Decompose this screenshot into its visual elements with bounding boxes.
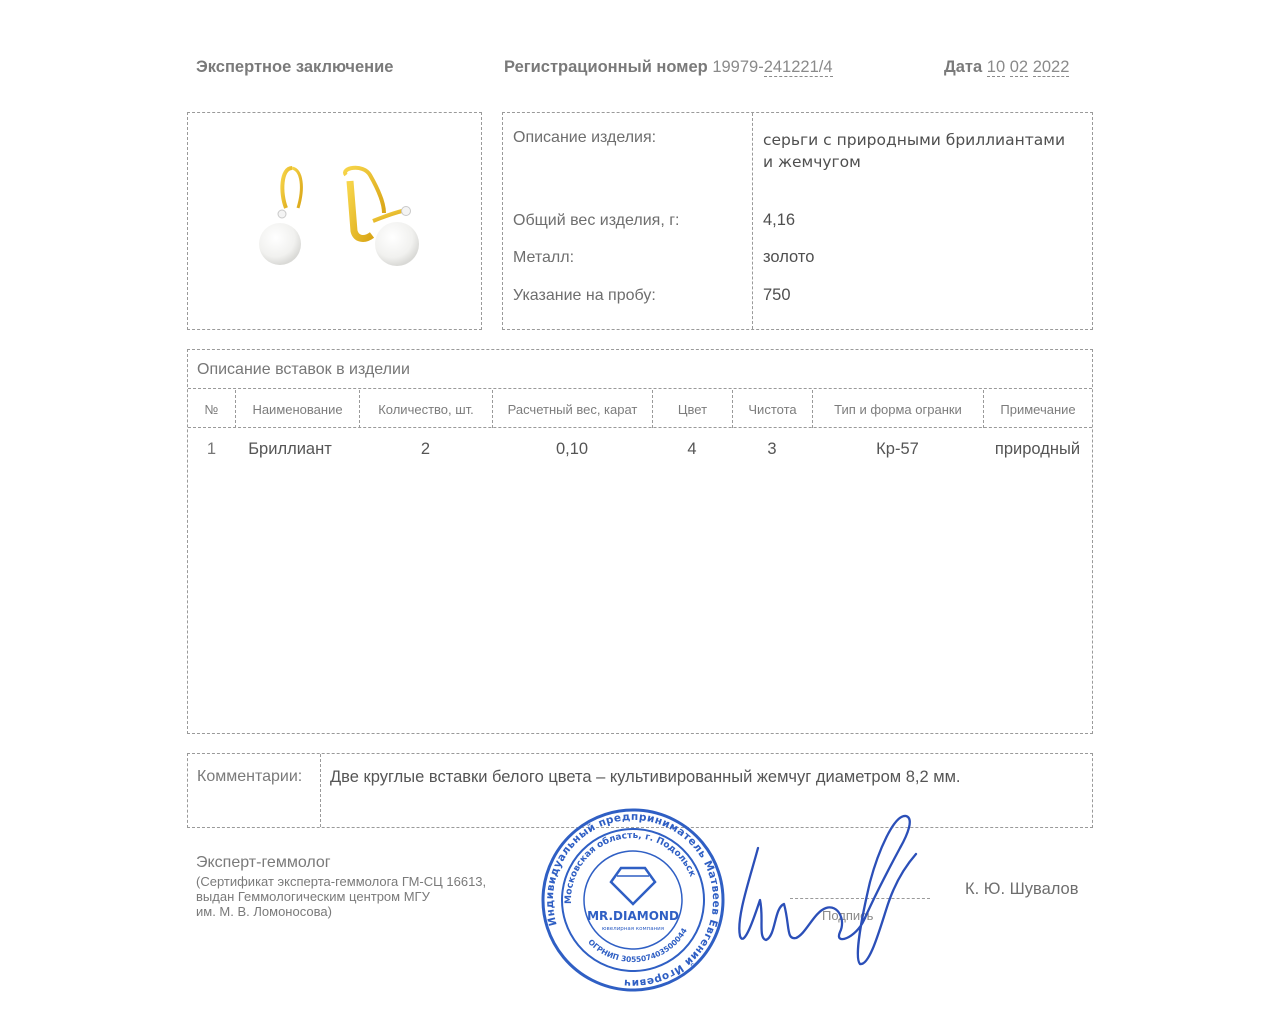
- description-value: [763, 129, 1065, 173]
- comments-text: Две круглые вставки белого цвета – культивированный жемчуг диаметром 8,2 мм.: [330, 768, 961, 786]
- certificate-line-2: выдан Геммологическим центром МГУ: [196, 889, 430, 904]
- registration-value: 241221/4: [763, 58, 833, 76]
- row-1-note: природный: [994, 440, 1081, 458]
- row-1-cut: Кр-57: [876, 440, 919, 458]
- row-1-clarity: 3: [767, 440, 777, 458]
- col-weight: Расчетный вес, карат: [492, 390, 652, 428]
- table-top-rule: [188, 388, 1092, 389]
- row-1-color: 4: [687, 440, 697, 458]
- row-1-number: 1: [206, 440, 217, 458]
- col-cut: Тип и форма огранки: [812, 390, 983, 428]
- company-stamp: [533, 808, 733, 993]
- document-title: Экспертное заключение: [196, 58, 394, 76]
- hallmark-label: Указание на пробу:: [513, 287, 656, 304]
- date-day: 10: [986, 58, 1006, 76]
- date-month: 02: [1009, 58, 1029, 76]
- col-note: Примечание: [983, 390, 1092, 428]
- registration-prefix: 19979-: [712, 58, 764, 76]
- metal-label: Металл:: [513, 249, 575, 266]
- stamp-graphic: [533, 808, 733, 993]
- metal-value: золото: [763, 248, 815, 266]
- date-year: 2022: [1032, 58, 1070, 76]
- expert-certificate: [196, 874, 486, 919]
- description-value-line2: и жемчугом: [763, 153, 861, 171]
- product-description-box: [502, 112, 1093, 330]
- earrings-image: [188, 113, 481, 329]
- row-1-weight: 0,10: [555, 440, 589, 458]
- inserts-table: [187, 349, 1093, 734]
- expert-title: Эксперт-геммолог: [196, 854, 331, 871]
- stamp-brand: MR.DIAMOND: [587, 909, 679, 923]
- col-number: №: [204, 401, 219, 417]
- weight-value: 4,16: [763, 211, 796, 229]
- description-label: Описание изделия:: [513, 129, 657, 146]
- stamp-ogrnip: ОГРНИП 305507403500044: [586, 926, 689, 965]
- col-clarity: Чистота: [732, 390, 812, 428]
- description-value-line1: серьги с природными бриллиантами: [763, 131, 1066, 149]
- signature: [730, 808, 940, 968]
- product-photo-box: [187, 112, 482, 330]
- col-name: Наименование: [235, 390, 359, 428]
- col-color: Цвет: [652, 390, 732, 428]
- diamond-icon: [611, 868, 655, 904]
- stamp-brand-sub: ювелирная компания: [601, 926, 665, 932]
- expert-name: К. Ю. Шувалов: [965, 880, 1079, 898]
- document-date: [944, 58, 1069, 77]
- column-divider: [752, 113, 753, 329]
- comments-label: Комментарии:: [197, 768, 303, 785]
- hallmark-value: 750: [763, 286, 791, 304]
- signature-scribble: [730, 808, 940, 968]
- comments-divider: [320, 754, 321, 827]
- stamp-inner-text: Московская область, г. Подольск: [563, 830, 698, 904]
- row-1-quantity: 2: [420, 440, 431, 458]
- registration-number: [504, 58, 833, 77]
- date-label: Дата: [944, 58, 983, 76]
- registration-label: Регистрационный номер: [504, 58, 708, 76]
- signature-label: Подпись: [822, 908, 874, 923]
- col-quantity: Количество, шт.: [359, 390, 492, 428]
- certificate-line-1: (Сертификат эксперта-геммолога ГМ-СЦ 16613,: [196, 874, 487, 889]
- certificate-line-3: им. М. В. Ломоносова): [196, 904, 332, 919]
- inserts-title: Описание вставок в изделии: [197, 361, 410, 378]
- row-1-name: Бриллиант: [248, 440, 332, 458]
- weight-label: Общий вес изделия, г:: [513, 212, 680, 229]
- stamp-outer-text: Индивидуальный предприниматель Матвеев Евгений Игоревич: [543, 810, 723, 990]
